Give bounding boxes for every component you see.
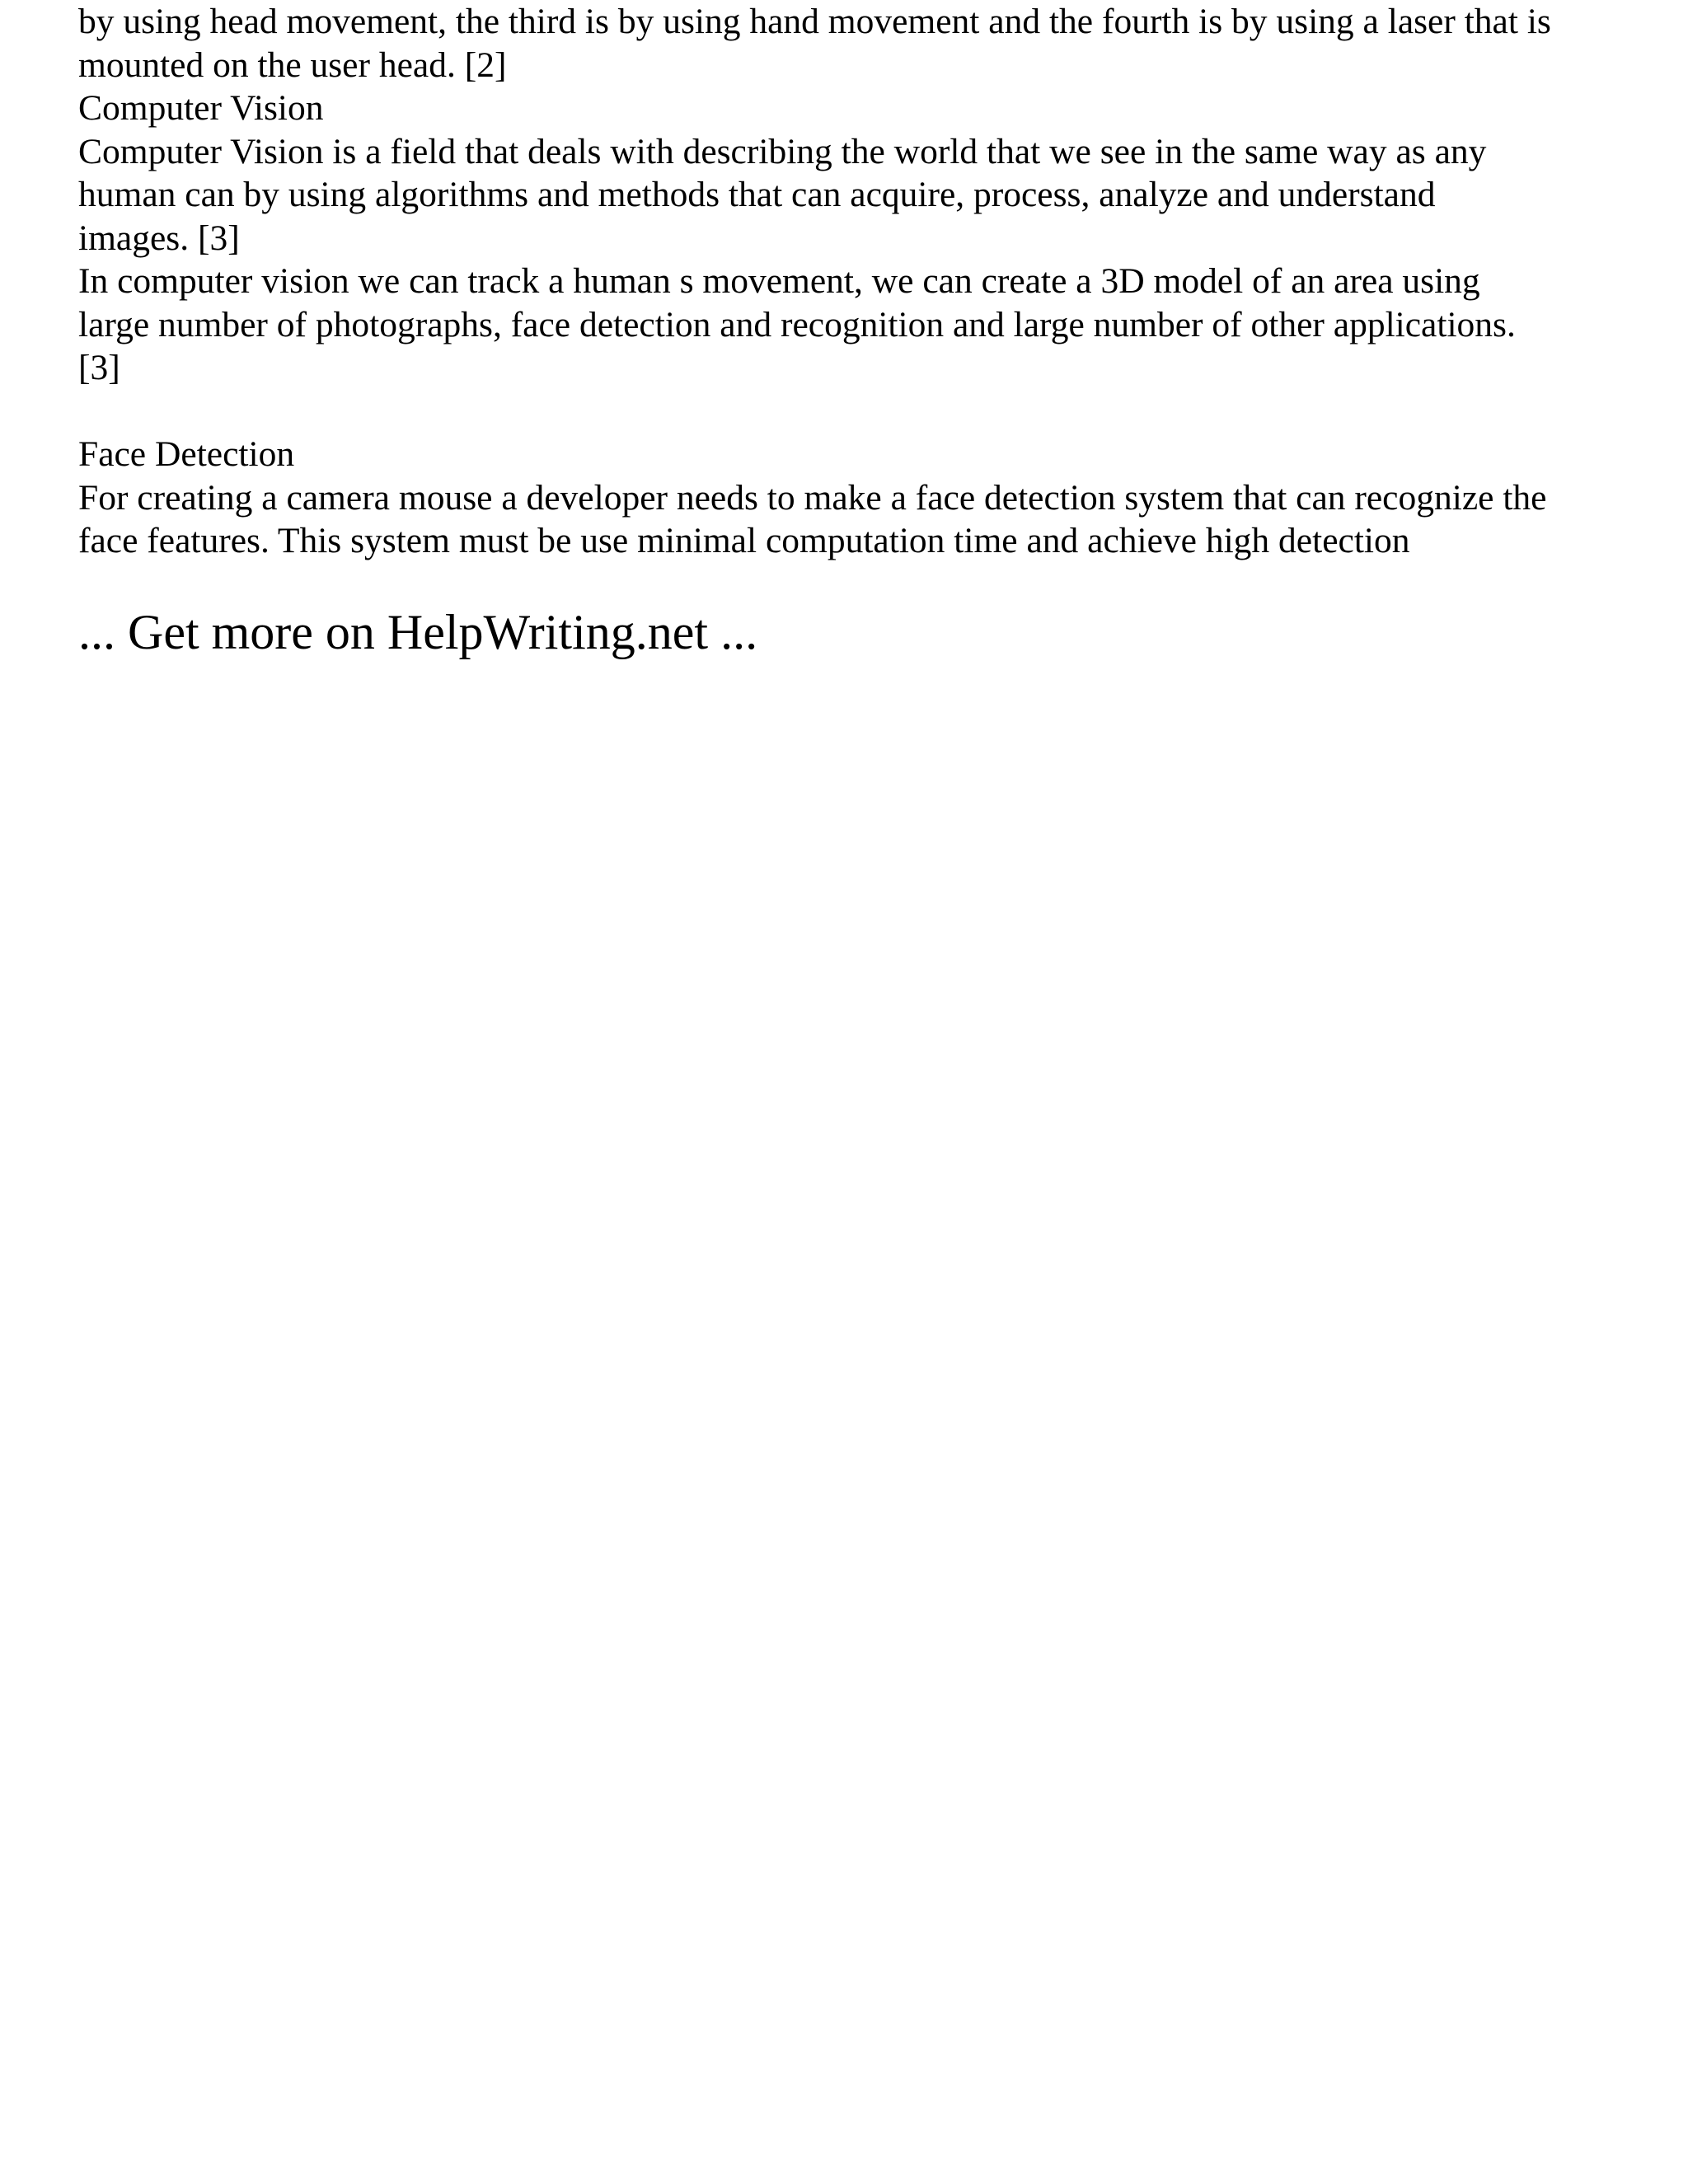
paragraph-line: For creating a camera mouse a developer needs to make a face detection system that can recognize the xyxy=(78,477,1547,518)
paragraph-spacer xyxy=(78,390,1644,434)
paragraph-line: human can by using algorithms and methods that can acquire, process, analyze and understand xyxy=(78,175,1436,214)
paragraph-line: large number of photographs, face detection and recognition and large number of other applications. xyxy=(78,304,1516,344)
paragraph-line: [3] xyxy=(78,348,120,387)
paragraph-line: images. [3] xyxy=(78,218,240,258)
paragraph-line: Computer Vision is a field that deals with describing the world that we see in the same way as any xyxy=(78,131,1487,171)
paragraph-line: mounted on the user head. [2] xyxy=(78,45,507,85)
get-more-link[interactable]: ... Get more on HelpWriting.net ... xyxy=(78,604,758,659)
section-heading-computer-vision: Computer Vision xyxy=(78,88,324,128)
document-body xyxy=(78,0,1644,661)
paragraph-line: by using head movement, the third is by using hand movement and the fourth is by using a laser that is xyxy=(78,2,1551,41)
section-heading-face-detection: Face Detection xyxy=(78,434,295,474)
paragraph-line: In computer vision we can track a human s movement, we can create a 3D model of an area using xyxy=(78,261,1480,301)
paragraph-line: face features. This system must be use minimal computation time and achieve high detection xyxy=(78,521,1410,560)
